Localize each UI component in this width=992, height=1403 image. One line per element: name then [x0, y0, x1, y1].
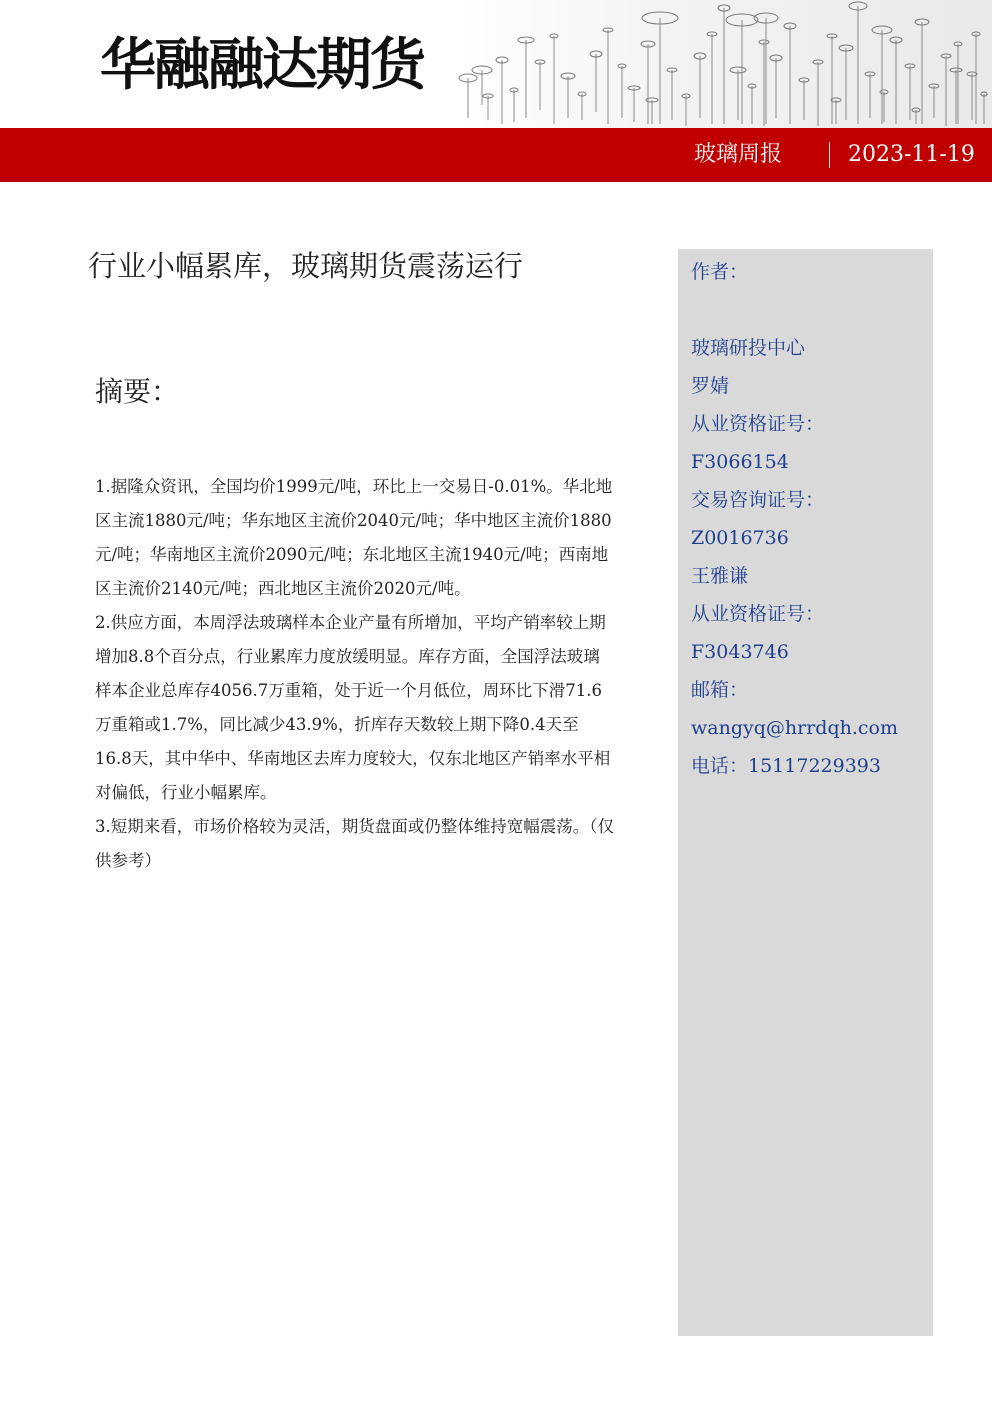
- header-divider: [829, 142, 830, 168]
- header-red-bar: [0, 128, 992, 182]
- spacer: [691, 291, 898, 329]
- document-title: 行业小幅累库，玻璃期货震荡运行: [88, 249, 524, 283]
- email-label: 邮箱：: [691, 679, 749, 701]
- header-decoration: [456, 0, 992, 128]
- consult-number: Z0016736: [691, 527, 789, 549]
- email-link[interactable]: wangyq@hrrdqh.com: [691, 717, 898, 739]
- cert-label: 从业资格证号：: [691, 603, 825, 625]
- cert-number: F3066154: [691, 451, 789, 473]
- report-type: 玻璃周报: [694, 142, 783, 167]
- author-label: 作者：: [691, 261, 749, 283]
- cert-label: 从业资格证号：: [691, 413, 825, 435]
- phone-number: 电话：15117229393: [691, 755, 881, 777]
- consult-label: 交易咨询证号：: [691, 489, 825, 511]
- summary-paragraph: 1.据隆众资讯，全国均价1999元/吨，环比上一交易日-0.01%。华北地区主流1880元/吨；华东地区主流价2040元/吨；华中地区主流价1880元/吨；华南地区主流价2090元/吨；东北地区主流1940元/吨；西南地区主流价2140元/吨；西北地区主流价2020元/吨。: [95, 477, 613, 598]
- author-info: [691, 253, 898, 785]
- brand-logo: 华融融达期货: [100, 33, 424, 98]
- summary-heading: 摘要：: [95, 375, 180, 408]
- report-date: 2023-11-19: [848, 142, 975, 167]
- summary-paragraph: 3.短期来看，市场价格较为灵活，期货盘面或仍整体维持宽幅震荡。（仅供参考）: [95, 817, 614, 870]
- department: 玻璃研投中心: [691, 337, 806, 359]
- summary-body: [95, 470, 615, 878]
- author-name: 王雅谦: [691, 565, 749, 587]
- summary-paragraph: 2.供应方面，本周浮法玻璃样本企业产量有所增加，平均产销率较上期增加8.8个百分点，行业累库力度放缓明显。库存方面，全国浮法玻璃样本企业总库存4056.7万重箱，处于近一个月低位，周环比下滑71.6万重箱或1.7%，同比减少43.9%，折库存天数较上期下降0.4天至16.8天，其中华中、华南地区去库力度较大，仅东北地区产销率水平相对偏低，行业小幅累库。: [95, 613, 611, 802]
- cert-number: F3043746: [691, 641, 789, 663]
- pins-illustration: [456, 0, 992, 128]
- author-name: 罗婧: [691, 375, 730, 397]
